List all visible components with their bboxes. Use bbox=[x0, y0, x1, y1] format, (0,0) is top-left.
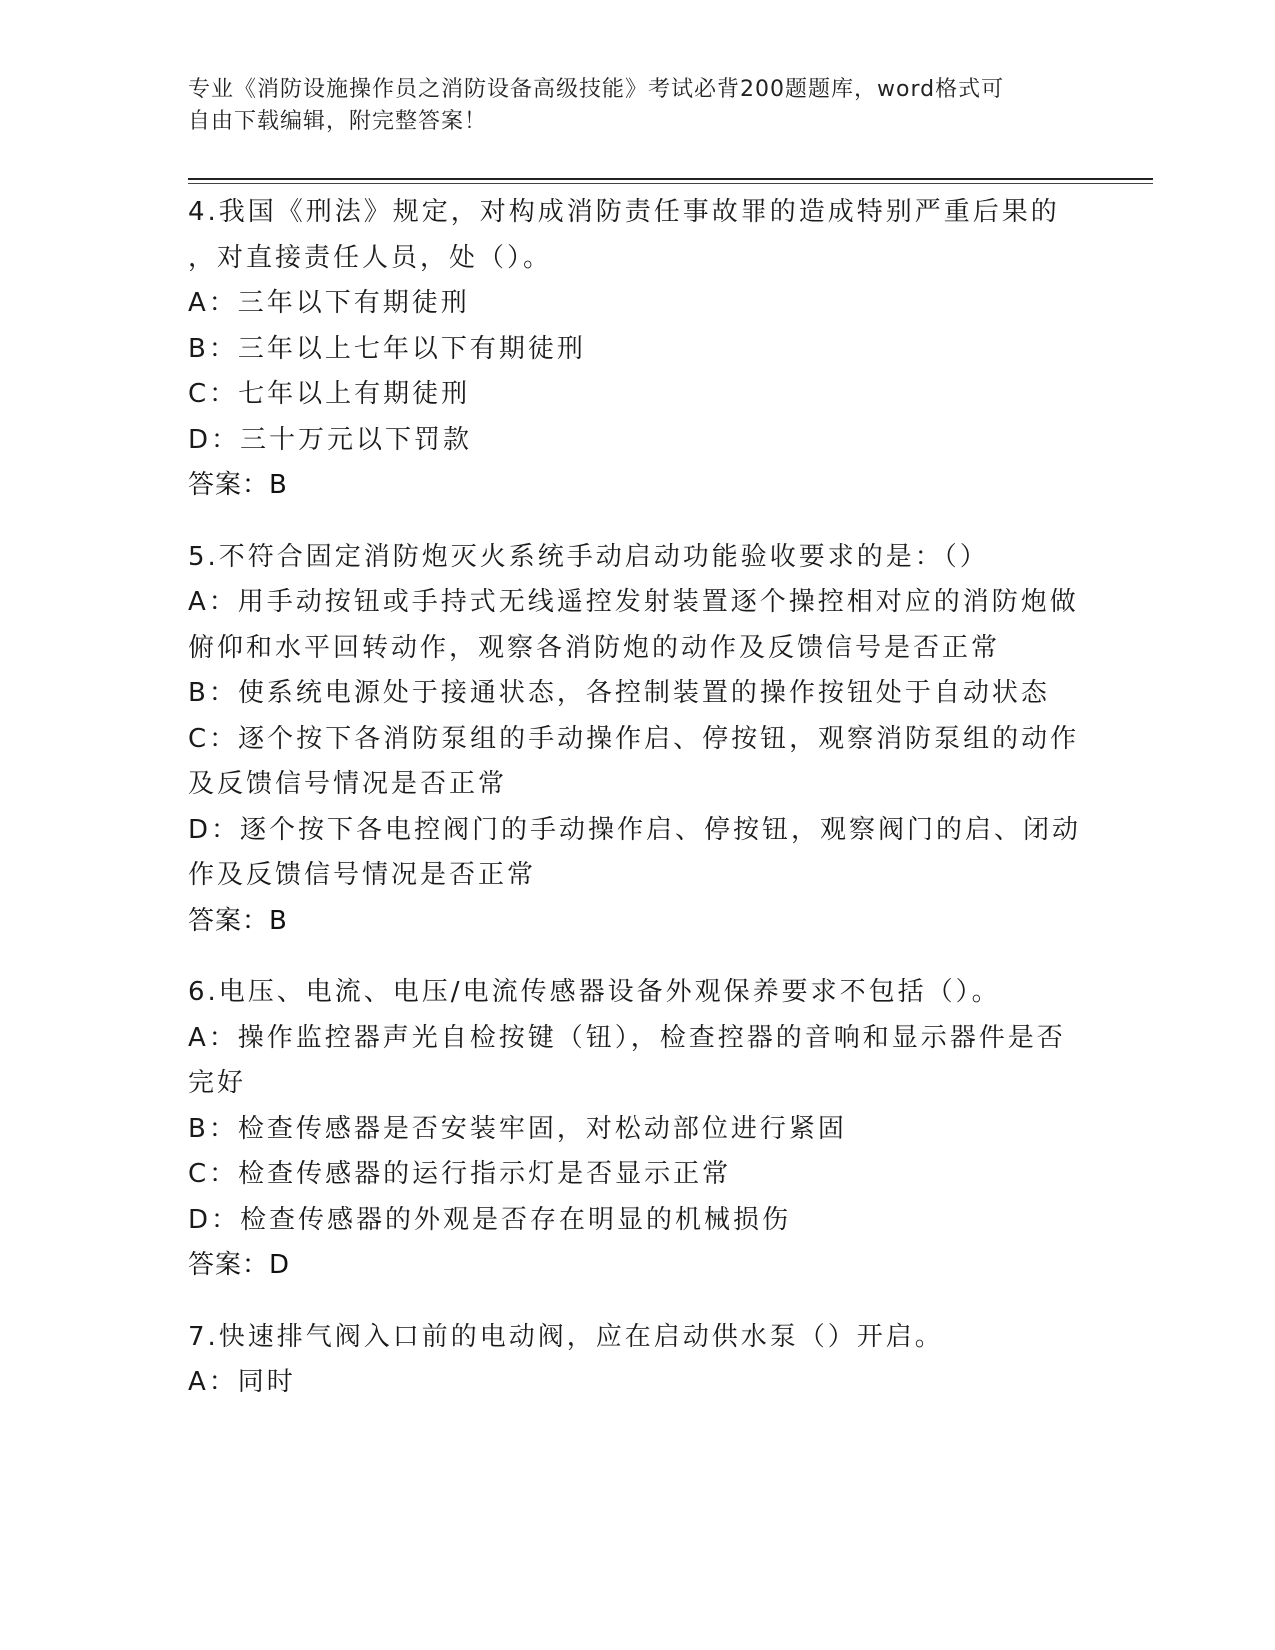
answer-value: B bbox=[269, 470, 288, 500]
document-header bbox=[188, 74, 1068, 138]
option-a: A：同时 bbox=[188, 1367, 296, 1397]
answer-label: 答案： bbox=[188, 905, 270, 936]
option-b: B：使系统电源处于接通状态，各控制装置的操作按钮处于自动状态 bbox=[188, 678, 1050, 708]
option-c-continued: 及反馈信号情况是否正常 bbox=[188, 769, 508, 799]
option-c: C：七年以上有期徒刑 bbox=[188, 379, 471, 409]
answer-value: B bbox=[269, 905, 288, 936]
header-divider-thin bbox=[188, 183, 1153, 184]
answer-label: 答案： bbox=[188, 1250, 270, 1280]
option-c: C：检查传感器的运行指示灯是否显示正常 bbox=[188, 1159, 732, 1189]
answer-line bbox=[188, 463, 1108, 509]
question-stem: 4.我国《刑法》规定，对构成消防责任事故罪的造成特别严重后果的 bbox=[188, 197, 1060, 227]
question-stem: 5.不符合固定消防炮灭火系统手动启动功能验收要求的是：（） bbox=[188, 541, 989, 572]
question-5 bbox=[188, 535, 1108, 945]
option-c: C：逐个按下各消防泵组的手动操作启、停按钮，观察消防泵组的动作 bbox=[188, 723, 1080, 754]
option-d: D：检查传感器的外观是否存在明显的机械损伤 bbox=[188, 1204, 792, 1235]
option-d-continued: 作及反馈信号情况是否正常 bbox=[188, 860, 537, 890]
option-a: A：三年以下有期徒刑 bbox=[188, 288, 470, 318]
question-stem-continued: ，对直接责任人员，处（）。 bbox=[188, 242, 553, 273]
question-list bbox=[188, 190, 1108, 1432]
answer-value: D bbox=[269, 1250, 291, 1280]
option-b: B：三年以上七年以下有期徒刑 bbox=[188, 333, 586, 364]
question-4 bbox=[188, 190, 1108, 509]
question-6 bbox=[188, 970, 1108, 1289]
header-line-2: 自由下载编辑，附完整答案！ bbox=[188, 109, 488, 134]
header-line-1: 专业《消防设施操作员之消防设备高级技能》考试必背200题题库，word格式可 bbox=[188, 77, 1005, 102]
answer-label: 答案： bbox=[188, 470, 270, 500]
answer-line bbox=[188, 1243, 1108, 1289]
option-a: A：操作监控器声光自检按键（钮），检查控器的音响和显示器件是否 bbox=[188, 1022, 1066, 1053]
answer-line bbox=[188, 899, 1108, 945]
question-stem: 6.电压、电流、电压/电流传感器设备外观保养要求不包括（）。 bbox=[188, 977, 1001, 1007]
header-divider-thick bbox=[188, 178, 1153, 180]
question-stem: 7.快速排气阀入口前的电动阀，应在启动供水泵（）开启。 bbox=[188, 1321, 944, 1352]
option-d: D：三十万元以下罚款 bbox=[188, 424, 473, 455]
option-b: B：检查传感器是否安装牢固，对松动部位进行紧固 bbox=[188, 1113, 847, 1144]
option-a-continued: 完好 bbox=[188, 1068, 247, 1098]
question-7 bbox=[188, 1315, 1108, 1406]
option-a-continued: 俯仰和水平回转动作，观察各消防炮的动作及反馈信号是否正常 bbox=[188, 632, 1001, 663]
option-a: A：用手动按钮或手持式无线遥控发射装置逐个操控相对应的消防炮做 bbox=[188, 587, 1079, 617]
option-d: D：逐个按下各电控阀门的手动操作启、停按钮，观察阀门的启、闭动 bbox=[188, 814, 1082, 845]
